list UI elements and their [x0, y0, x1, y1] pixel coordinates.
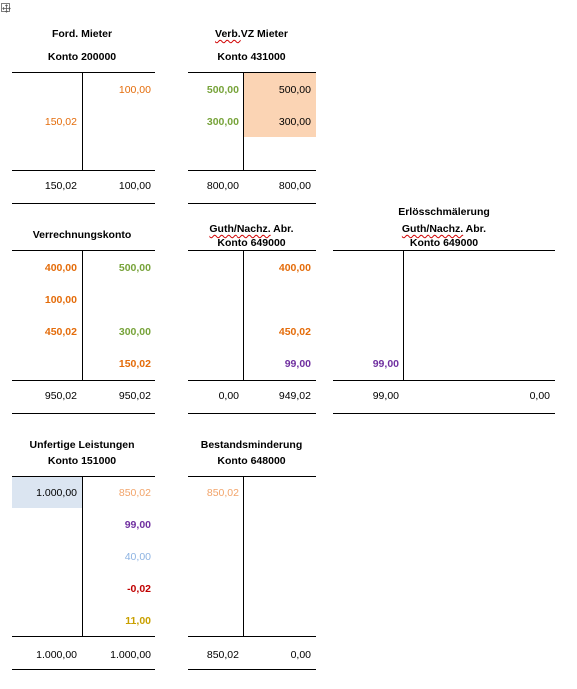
soll-total: 1.000,00 [36, 649, 77, 661]
account-number: Konto 200000 [47, 51, 117, 63]
haben-entry: 100,00 [118, 84, 151, 96]
t-account-top-line [12, 250, 155, 251]
haben-entry: 300,00 [118, 326, 151, 338]
sum-line [12, 380, 155, 381]
haben-total: 949,02 [278, 390, 311, 402]
soll-entry: 150,02 [44, 116, 77, 128]
haben-entry: 150,02 [118, 358, 151, 370]
haben-entry: 450,02 [278, 326, 311, 338]
bottom-line [12, 669, 155, 670]
account-title: Ford. Mieter [51, 28, 113, 40]
haben-entry: 40,00 [124, 551, 151, 563]
sum-line [12, 636, 155, 637]
soll-entry: 1.000,00 [36, 487, 77, 499]
account-header: Erlösschmälerung [398, 206, 490, 218]
bottom-line [188, 203, 316, 204]
account-title: Guth/Nachz. Abr. [401, 223, 487, 235]
account-number: Konto 648000 [217, 455, 286, 467]
haben-total: 0,00 [290, 649, 311, 661]
haben-entry: 400,00 [278, 262, 311, 274]
account-title: Guth/Nachz. Abr. [209, 223, 294, 235]
soll-entry: 300,00 [206, 116, 239, 128]
table-move-handle[interactable] [1, 3, 10, 12]
t-account-top-line [333, 250, 555, 251]
t-account-divider [243, 72, 244, 170]
t-account-divider [82, 72, 83, 170]
account-number: Konto 649000 [217, 237, 286, 249]
account-title: Verrechnungskonto [32, 229, 132, 241]
account-number: Konto 431000 [217, 51, 286, 63]
soll-entry: 850,02 [206, 487, 239, 499]
haben-entry: 500,00 [278, 84, 311, 96]
account-number: Konto 649000 [409, 237, 479, 249]
haben-total: 800,00 [278, 180, 311, 192]
soll-entry: 450,02 [44, 326, 77, 338]
account-title: Unfertige Leistungen [29, 439, 135, 451]
soll-entry: 99,00 [372, 358, 399, 370]
soll-total: 99,00 [372, 390, 399, 402]
sum-line [188, 636, 316, 637]
haben-entry: 99,00 [284, 358, 311, 370]
t-account-divider [243, 250, 244, 380]
t-account-divider [403, 250, 404, 380]
account-number: Konto 151000 [47, 455, 117, 467]
t-account-divider [82, 250, 83, 380]
soll-total: 950,02 [44, 390, 77, 402]
t-account-divider [243, 476, 244, 636]
bottom-line [333, 413, 555, 414]
haben-entry: 99,00 [124, 519, 151, 531]
bottom-line [188, 413, 316, 414]
soll-entry: 500,00 [206, 84, 239, 96]
sum-line [333, 380, 555, 381]
bottom-line [12, 413, 155, 414]
account-title: Bestandsminderung [200, 439, 303, 451]
haben-total: 100,00 [118, 180, 151, 192]
haben-entry: 300,00 [278, 116, 311, 128]
haben-total: 950,02 [118, 390, 151, 402]
t-account-divider [82, 476, 83, 636]
t-account-top-line [188, 476, 316, 477]
soll-entry: 400,00 [44, 262, 77, 274]
sum-line [188, 170, 316, 171]
haben-total: 1.000,00 [110, 649, 151, 661]
soll-total: 850,02 [206, 649, 239, 661]
soll-total: 150,02 [44, 180, 77, 192]
four-arrow-move-icon [2, 4, 11, 13]
soll-total: 800,00 [206, 180, 239, 192]
haben-entry: 11,00 [125, 615, 151, 627]
sum-line [188, 380, 316, 381]
t-account-top-line [188, 250, 316, 251]
account-title: Verb.VZ Mieter [215, 28, 288, 40]
soll-total: 0,00 [218, 390, 239, 402]
t-account-top-line [12, 72, 155, 73]
haben-entry: 850,02 [118, 487, 151, 499]
haben-entry: 500,00 [118, 262, 151, 274]
soll-entry: 100,00 [44, 294, 77, 306]
bottom-line [188, 669, 316, 670]
bottom-line [12, 203, 155, 204]
sum-line [12, 170, 155, 171]
haben-entry: -0,02 [127, 583, 151, 595]
haben-total: 0,00 [529, 390, 550, 402]
